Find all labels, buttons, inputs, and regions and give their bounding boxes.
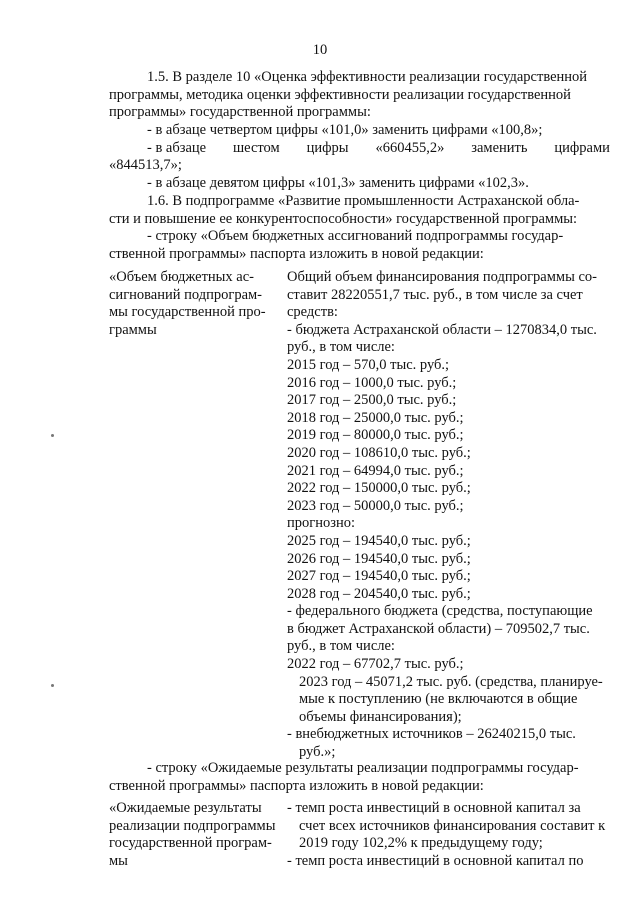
text-line: средств: (287, 304, 338, 321)
word: шестом (233, 139, 280, 156)
word: цифрами (554, 139, 610, 156)
text-line: 2022 год – 150000,0 тыс. руб.; (287, 480, 471, 497)
text-line: - федерального бюджета (средства, поступающие (287, 603, 593, 620)
text-line: в бюджет Астраханской области) – 709502,7 тыс. (287, 620, 590, 637)
scan-speck (51, 434, 54, 437)
scan-speck (51, 684, 54, 687)
text-line: граммы (109, 321, 157, 338)
text-line: сти и повышение ее конкурентоспособности» государственной программы: (109, 210, 578, 227)
word: «660455,2» (375, 139, 445, 156)
text-line: 2020 год – 108610,0 тыс. руб.; (287, 444, 471, 461)
text-line: Общий объем финансирования подпрограммы со- (287, 269, 597, 285)
section-1-6-paragraph (109, 193, 610, 263)
text-line: объемы финансирования); (299, 708, 462, 725)
text-line: 2026 год – 194540,0 тыс. руб.; (287, 550, 471, 567)
text-line: прогнозно: (287, 515, 355, 532)
results-content (287, 800, 610, 870)
text-line: 2022 год – 67702,7 тыс. руб.; (287, 656, 464, 673)
text-line: 2015 год – 570,0 тыс. руб.; (287, 356, 450, 373)
text-line: - темп роста инвестиций в основной капитал по (287, 852, 584, 869)
text-line: мые к поступлению (не включаются в общие (299, 691, 578, 708)
text-line: 2025 год – 194540,0 тыс. руб.; (287, 532, 471, 549)
text-line: «Объем бюджетных ас- (109, 269, 254, 285)
section-1-5-paragraph (109, 69, 610, 122)
word: цифры (306, 139, 349, 156)
text-line: - в абзаце девятом цифры «101,3» заменить цифрами «102,3». (147, 174, 529, 191)
text-line: программы» государственной программы: (109, 104, 371, 121)
text-line: руб., в том числе: (287, 638, 395, 655)
text-line: «844513,7»; (109, 157, 182, 174)
text-line: счет всех источников финансирования составит к (299, 817, 606, 834)
text-line: 1.5. В разделе 10 «Оценка эффективности реализации государственной (147, 69, 588, 85)
text-line: реализации подпрограммы (109, 817, 276, 834)
budget-label (109, 269, 279, 339)
text-line: - строку «Объем бюджетных ассигнований подпрограммы государ- (147, 228, 564, 245)
results-intro-paragraph (109, 760, 610, 795)
text-line: 2021 год – 64994,0 тыс. руб.; (287, 462, 464, 479)
text-line: 2027 год – 194540,0 тыс. руб.; (287, 568, 471, 585)
justified-line (109, 140, 610, 158)
text-line: руб.»; (299, 744, 336, 761)
text-line: ставит 28220551,7 тыс. руб., в том числе за счет (287, 286, 583, 303)
text-line: 2018 год – 25000,0 тыс. руб.; (287, 409, 464, 426)
section-1-5-items (109, 122, 610, 192)
text-line: 2028 год – 204540,0 тыс. руб.; (287, 585, 471, 602)
text-line: - в абзаце четвертом цифры «101,0» заменить цифрами «100,8»; (147, 122, 543, 138)
text-line: - внебюджетных источников – 26240215,0 тыс. (287, 726, 576, 743)
page-number: 10 (312, 42, 328, 58)
text-line: - строку «Ожидаемые результаты реализации подпрограммы государ- (147, 760, 579, 776)
text-line: 1.6. В подпрограмме «Развитие промышленности Астраханской обла- (147, 193, 580, 209)
text-line: «Ожидаемые результаты (109, 800, 262, 816)
text-line: сигнований подпрограм- (109, 286, 263, 303)
text-line: ственной программы» паспорта изложить в новой редакции: (109, 245, 484, 262)
text-line: 2023 год – 45071,2 тыс. руб. (средства, планируе- (299, 673, 603, 690)
budget-content (287, 269, 610, 762)
text-line: 2017 год – 2500,0 тыс. руб.; (287, 392, 457, 409)
results-label (109, 800, 279, 870)
text-line: программы, методика оценки эффективности реализации государственной (109, 86, 571, 103)
word: заменить (471, 139, 528, 156)
word: - в абзаце (147, 139, 207, 156)
text-line: государственной програм- (109, 835, 272, 852)
text-line: руб., в том числе: (287, 339, 395, 356)
text-line: - темп роста инвестиций в основной капитал за (287, 800, 581, 816)
text-line: 2023 год – 50000,0 тыс. руб.; (287, 497, 464, 514)
text-line: мы государственной про- (109, 304, 266, 321)
text-line: 2019 год – 80000,0 тыс. руб.; (287, 427, 464, 444)
text-line: ственной программы» паспорта изложить в новой редакции: (109, 777, 484, 794)
text-line: мы (109, 852, 128, 869)
text-line: 2019 году 102,2% к предыдущему году; (299, 835, 543, 852)
text-line: - бюджета Астраханской области – 1270834,0 тыс. (287, 321, 597, 338)
text-line: 2016 год – 1000,0 тыс. руб.; (287, 374, 457, 391)
